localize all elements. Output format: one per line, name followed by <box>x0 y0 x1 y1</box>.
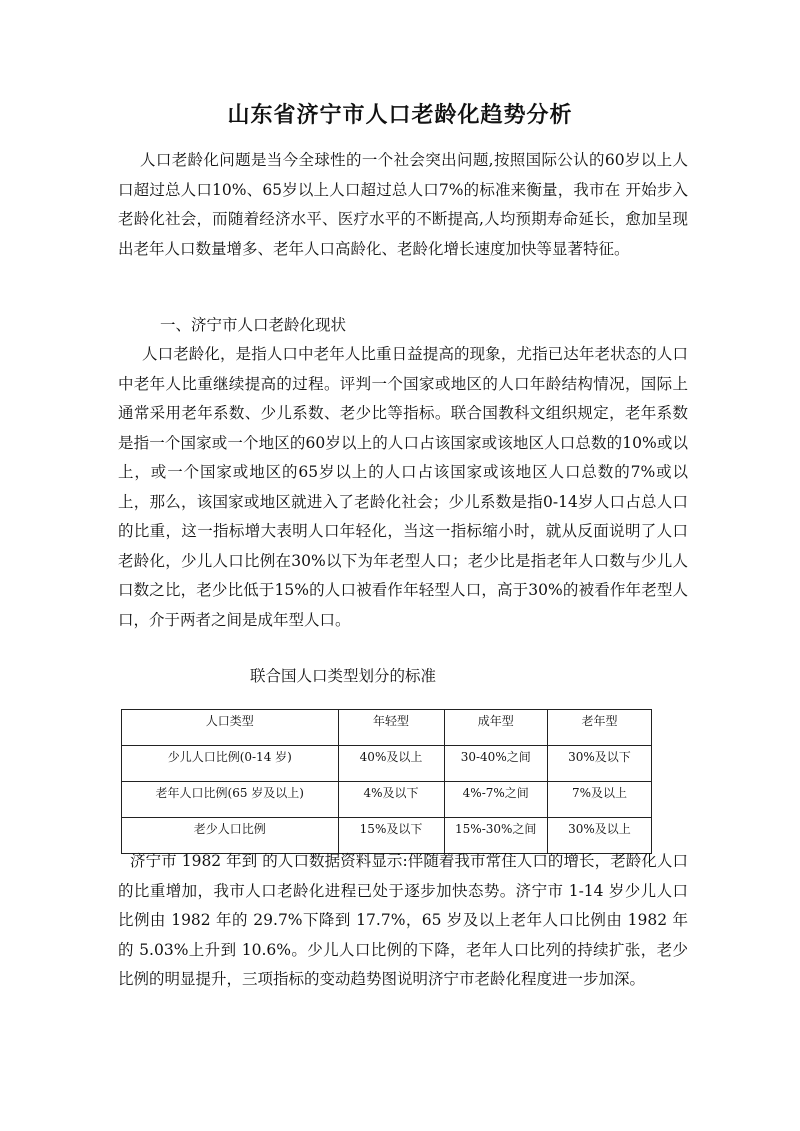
table-header-row <box>122 710 652 746</box>
definition-paragraph: 人口老龄化，是指人口中老年人比重日益提高的现象，尤指已达年老状态的人口中老年人比重继续提高的过程。评判一个国家或地区的人口年龄结构情况，国际上通常采用老年系数、少儿系数、老少比等指标。联合国教科文组织规定，老年系数是指一个国家或一个地区的60岁以上的人口占该国家或该地区人口总数的10%或以上，或一个国家或地区的65岁以上的人口占该国家或该地区人口总数的7%或以上，那么，该国家或地区就进入了老龄化社会；少儿系数是指0-14岁人口占总人口的比重，这一指标增大表明人口年轻化，当这一指标缩小时，就从反面说明了人口老龄化，少儿人口比例在30%以下为年老型人口；老少比是指老年人口数与少儿人口数之比，老少比低于15%的人口被看作年轻型人口，高于30%的被看作年老型人口，介于两者之间是成年型人口。 <box>118 345 688 629</box>
table-caption: 联合国人口类型划分的标准 <box>250 667 437 685</box>
closing-paragraph: 济宁市 1982 年到 的人口数据资料显示:伴随着我市常住人口的增长，老龄化人口的比重增加，我市人口老龄化进程已处于逐步加快态势。济宁市 1-14 岁少儿人口比例由 1982 年的 29.7%下降到 17.7%，65 岁及以上老年人口比例由 1982 年的 5.03%上升到 10.6%。少儿人口比例的下降，老年人口比列的持续扩张，老少比例的明显提升，三项指标的变动趋势图说明济宁市老龄化程度进一步加深。 <box>118 852 688 988</box>
table-cell: 老少人口比例 <box>122 818 339 854</box>
document-title: 山东省济宁市人口老龄化趋势分析 <box>227 103 573 128</box>
table-cell: 4%及以下 <box>338 782 444 818</box>
table-cell: 30%及以上 <box>547 818 651 854</box>
section-heading: 一、济宁市人口老龄化现状 <box>160 316 347 334</box>
table-header-cell: 老年型 <box>547 710 651 746</box>
table-cell: 30%及以下 <box>547 746 651 782</box>
table-cell: 7%及以上 <box>547 782 651 818</box>
table-cell: 15%-30%之间 <box>444 818 547 854</box>
population-type-table <box>121 709 652 854</box>
table-cell: 30-40%之间 <box>444 746 547 782</box>
intro-paragraph: 人口老龄化问题是当今全球性的一个社会突出问题,按照国际公认的60岁以上人口超过总人口10%、65岁以上人口超过总人口7%的标准来衡量，我市在 开始步入老龄化社会，而随着经济水平、医疗水平的不断提高,人均预期寿命延长，愈加呈现出老年人口数量增多、老年人口高龄化、老龄化增长速度加快等显著特征。 <box>118 151 688 258</box>
table-row <box>122 746 652 782</box>
table-cell: 15%及以下 <box>338 818 444 854</box>
table-header-cell: 年轻型 <box>338 710 444 746</box>
table-cell: 40%及以上 <box>338 746 444 782</box>
table-cell: 4%-7%之间 <box>444 782 547 818</box>
table-row <box>122 782 652 818</box>
table-header-cell: 成年型 <box>444 710 547 746</box>
table-header-cell: 人口类型 <box>122 710 339 746</box>
table-cell: 少儿人口比例(0-14 岁) <box>122 746 339 782</box>
table-cell: 老年人口比例(65 岁及以上) <box>122 782 339 818</box>
